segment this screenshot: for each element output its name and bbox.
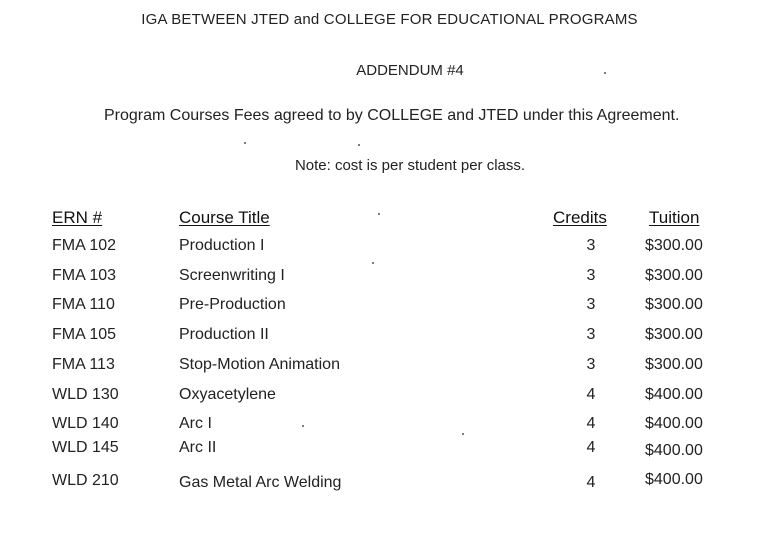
row-ern: WLD 145: [52, 439, 119, 456]
row-course-title: Pre-Production: [179, 296, 286, 313]
row-credits: 3: [586, 296, 596, 313]
row-credits: 3: [586, 356, 596, 373]
row-ern: WLD 210: [52, 472, 119, 489]
row-course-title: Production II: [179, 326, 269, 343]
scan-speck: [358, 144, 360, 146]
scan-speck: [372, 262, 374, 264]
row-credits: 4: [586, 386, 596, 403]
row-tuition: $400.00: [645, 415, 703, 432]
scan-speck: [244, 142, 246, 144]
row-tuition: $300.00: [645, 326, 703, 343]
document-title: IGA BETWEEN JTED and COLLEGE FOR EDUCATIONAL PROGRAMS: [141, 11, 638, 28]
row-course-title: Arc I: [179, 415, 212, 432]
header-tuition: Tuition: [649, 208, 700, 227]
addendum-label: ADDENDUM #4: [356, 62, 464, 79]
row-credits: 3: [586, 267, 596, 284]
row-tuition: $400.00: [645, 386, 703, 403]
row-course-title: Gas Metal Arc Welding: [179, 474, 342, 491]
row-tuition: $300.00: [645, 296, 703, 313]
row-credits: 4: [586, 415, 596, 432]
header-ern: ERN #: [52, 208, 103, 227]
scan-speck: [604, 72, 606, 74]
row-course-title: Arc II: [179, 439, 217, 456]
note-text: Note: cost is per student per class.: [294, 157, 526, 174]
row-credits: 4: [586, 439, 596, 456]
header-credits: Credits: [553, 208, 607, 227]
intro-text: Program Courses Fees agreed to by COLLEGE and JTED under this Agreement.: [104, 107, 680, 124]
row-credits: 3: [586, 237, 596, 254]
row-ern: FMA 105: [52, 326, 117, 343]
row-tuition: $300.00: [645, 237, 703, 254]
row-ern: WLD 130: [52, 386, 119, 403]
row-tuition: $400.00: [645, 471, 703, 488]
scan-speck: [302, 425, 304, 427]
scan-speck: [378, 213, 380, 215]
row-course-title: Production I: [179, 237, 265, 254]
row-ern: FMA 110: [52, 296, 115, 313]
row-tuition: $400.00: [645, 442, 703, 459]
header-course-title: Course Title: [179, 208, 270, 227]
scan-speck: [462, 433, 464, 435]
row-tuition: $300.00: [645, 267, 703, 284]
row-credits: 3: [586, 326, 596, 343]
row-ern: WLD 140: [52, 415, 119, 432]
row-ern: FMA 102: [52, 237, 117, 254]
row-course-title: Stop-Motion Animation: [179, 356, 340, 373]
row-credits: 4: [586, 474, 596, 491]
row-course-title: Screenwriting I: [179, 267, 285, 284]
row-tuition: $300.00: [645, 356, 703, 373]
row-ern: FMA 103: [52, 267, 117, 284]
row-course-title: Oxyacetylene: [179, 386, 276, 403]
row-ern: FMA 113: [52, 356, 115, 373]
